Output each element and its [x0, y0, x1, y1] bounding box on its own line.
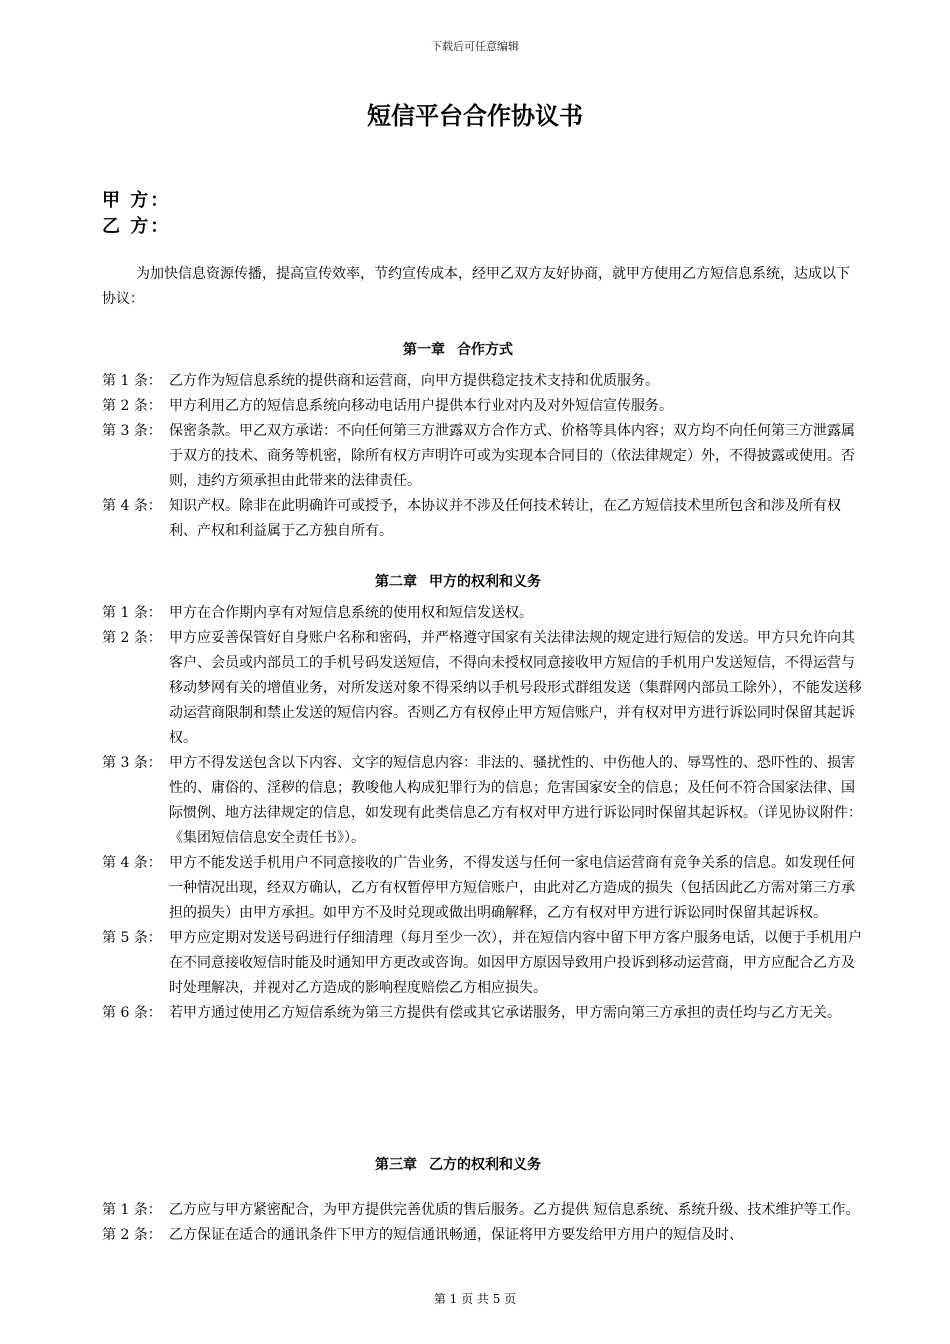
article-text: 甲方应定期对发送号码进行仔细清理（每月至少一次），并在短信内容中留下甲方客户服务电话，以便于手机用户在不同意接收短信时能及时通知甲方更改或咨询。如因甲方原因导致用户投诉到移动运营商，甲方应配合乙方及时处理解决，并视对乙方造成的影响程度赔偿乙方相应损失。 [169, 930, 862, 996]
article-number: 第 2 条： [102, 630, 162, 646]
article-text: 甲方不能发送手机用户不同意接收的广告业务，不得发送与任何一家电信运营商有竞争关系的信息。如发现任何一种情况出现，经双方确认，乙方有权暂停甲方短信账户，由此对乙方造成的损失（包括因此乙方需对第三方承担的损失）由甲方承担。如甲方不及时兑现或做出明确解释，乙方有权对甲方进行诉讼同时保留其起诉权。 [169, 855, 855, 921]
article-text: 保密条款。甲乙双方承诺：不向任何第三方泄露双方合作方式、价格等具体内容；双方均不向任何第三方泄露属于双方的技术、商务等机密，除所有权方声明许可或为实现本合同目的（依法律规定）外，不得披露或使用。否则，违约方须承担由此带来的法律责任。 [169, 423, 855, 489]
chapter-name: 合作方式 [457, 342, 513, 358]
article-number: 第 1 条： [102, 605, 162, 621]
article [102, 369, 862, 394]
article-number: 第 4 条： [102, 498, 162, 514]
article [102, 1001, 862, 1026]
article [102, 626, 862, 751]
article-number: 第 5 条： [102, 930, 162, 946]
article [102, 926, 862, 1001]
chapter-name: 乙方的权利和义务 [429, 1157, 541, 1173]
chapter-2-articles [102, 601, 862, 1026]
article [102, 851, 862, 926]
intro-paragraph: 为加快信息资源传播，提高宣传效率，节约宣传成本，经甲乙双方友好协商，就甲方使用乙方短信息系统，达成以下协议： [102, 266, 850, 307]
article-text: 乙方保证在适合的通讯条件下甲方的短信通讯畅通，保证将甲方要发给甲方用户的短信及时、 [169, 1227, 743, 1243]
chapter-number: 第二章 [375, 574, 417, 590]
chapter-name: 甲方的权利和义务 [429, 574, 541, 590]
article-number: 第 1 条： [102, 1202, 162, 1218]
article-text: 乙方应与甲方紧密配合，为甲方提供完善优质的售后服务。乙方提供 短信息系统、系统升级、技术维护等工作。 [169, 1202, 860, 1218]
article-number: 第 6 条： [102, 1005, 162, 1021]
article [102, 1198, 862, 1223]
article-text: 若甲方通过使用乙方短信系统为第三方提供有偿或其它承诺服务，甲方需向第三方承担的责任均与乙方无关。 [169, 1005, 841, 1021]
article-text: 甲方在合作期内享有对短信息系统的使用权和短信发送权。 [169, 605, 533, 621]
chapter-3-heading [0, 1154, 916, 1174]
article [102, 601, 862, 626]
header-note: 下载后可任意编辑 [431, 40, 519, 53]
article-text: 甲方不得发送包含以下内容、文字的短信息内容：非法的、骚扰性的、中伤他人的、辱骂性的、恐吓性的、损害性的、庸俗的、淫秽的信息；教唆他人构成犯罪行为的信息；危害国家安全的信息；及任何不符合国家法律、国际惯例、地方法律规定的信息，如发现有此类信息乙方有权对甲方进行诉讼同时保留其起诉权。（详见协议附件：《集团短信信息安全责任书》）。 [169, 755, 862, 846]
party-b-label: 乙 方： [102, 216, 171, 237]
document-title: 短信平台合作协议书 [367, 102, 583, 130]
article-number: 第 4 条： [102, 855, 162, 871]
article-number: 第 3 条： [102, 423, 162, 439]
article-text: 甲方利用乙方的短信息系统向移动电话用户提供本行业对内及对外短信宣传服务。 [169, 398, 673, 414]
article [102, 494, 862, 544]
chapter-number: 第一章 [403, 342, 445, 358]
article-text: 甲方应妥善保管好自身账户名称和密码，并严格遵守国家有关法律法规的规定进行短信的发送。甲方只允许向其客户、会员或内部员工的手机号码发送短信，不得向未授权同意接收甲方短信的手机用户发送短信，不得运营与移动梦网有关的增值业务，对所发送对象不得采纳以手机号段形式群组发送（集群网内部员工除外），不能发送移动运营商限制和禁止发送的短信内容。否则乙方有权停止甲方短信账户，并有权对甲方进行诉讼同时保留其起诉权。 [169, 630, 862, 746]
article [102, 419, 862, 494]
chapter-3-articles [102, 1198, 862, 1248]
article-number: 第 2 条： [102, 398, 162, 414]
article-number: 第 2 条： [102, 1227, 162, 1243]
article-text: 知识产权。除非在此明确许可或授予，本协议并不涉及任何技术转让，在乙方短信技术里所包含和涉及所有权利、产权和利益属于乙方独自所有。 [169, 498, 841, 539]
article-text: 乙方作为短信息系统的提供商和运营商，向甲方提供稳定技术支持和优质服务。 [169, 373, 659, 389]
article-number: 第 3 条： [102, 755, 162, 771]
chapter-1-heading [0, 339, 916, 359]
article-number: 第 1 条： [102, 373, 162, 389]
party-a-label: 甲 方： [102, 190, 171, 211]
chapter-1-articles [102, 369, 862, 544]
article [102, 751, 862, 851]
article [102, 1223, 862, 1248]
article [102, 394, 862, 419]
chapter-2-heading [0, 571, 916, 591]
page-footer: 第 1 页 共 5 页 [433, 1292, 517, 1306]
chapter-number: 第三章 [375, 1157, 417, 1173]
